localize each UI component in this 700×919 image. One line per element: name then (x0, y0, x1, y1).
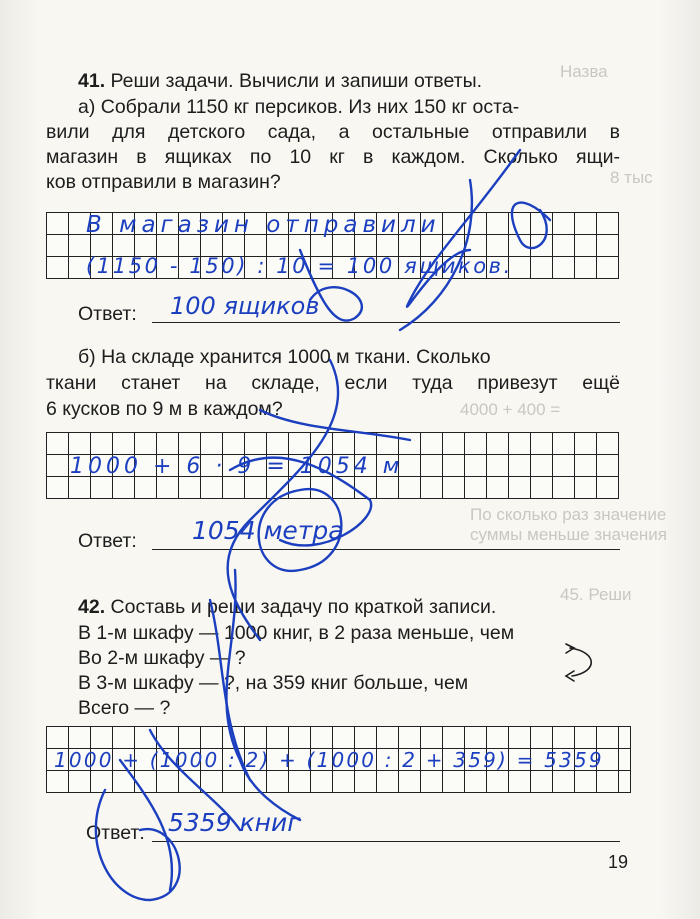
task-41-number: 41. (78, 70, 106, 92)
task-41b-answer-label: Ответ: (78, 530, 137, 552)
task-41b-line: б) На складе хранится 1000 м ткани. Сколько (78, 346, 491, 368)
task-41a-line: магазин в ящиках по 10 кг в каждом. Сколько ящи- (46, 146, 620, 168)
bleed-through-text: По сколько раз значение (470, 505, 667, 524)
task-42-heading (78, 594, 496, 621)
task-42-solution-line-1: 1000 + (1000 : 2) + (1000 : 2 + 359) = 5359 (54, 748, 604, 772)
bleed-through-text: 45. Реши (560, 585, 632, 604)
bleed-through-text: Назва (560, 62, 608, 81)
task-41-title: Реши задачи. Вычисли и запиши ответы. (110, 70, 483, 92)
task-42-answer-label: Ответ: (86, 822, 145, 844)
task-41-heading (78, 68, 482, 95)
task-41a-line: а) Собрали 1150 кг персиков. Из них 150 кг оста- (78, 96, 520, 118)
task-42-answer-line (152, 841, 620, 842)
task-41a-line: вили для детского сада, а остальные отправили в (46, 121, 620, 143)
task-41a-solution-line-2: (1150 - 150) : 10 = 100 ящиков. (86, 254, 513, 278)
task-41b-line: ткани станет на складе, если туда привезут ещё (46, 372, 620, 394)
task-42-number: 42. (78, 596, 106, 618)
task-41a-solution-line-1: В магазин отправили (86, 212, 441, 238)
task-41b-answer-line (152, 549, 620, 550)
task-42-title: Составь и реши задачу по краткой записи. (110, 596, 497, 618)
task-41a-answer-line (152, 322, 620, 323)
task-41a-line: ков отправили в магазин? (46, 171, 281, 193)
task-41b-line: 6 кусков по 9 м в каждом? (46, 398, 283, 420)
task-41a-answer-value: 100 ящиков (170, 292, 320, 320)
page-number: 19 (608, 852, 629, 872)
task-42-line: В 1-м шкафу — 1000 книг, в 2 раза меньше, чем (78, 622, 515, 644)
bleed-through-text: 4000 + 400 = (460, 400, 561, 419)
bleed-through-text: 8 тыс (610, 168, 653, 187)
task-41b-solution-line-1: 1000 + 6 · 9 = 1054 м (70, 454, 404, 479)
task-42-line: В 3-м шкафу — ?, на 359 книг больше, чем (78, 672, 469, 694)
bleed-through-text: суммы меньше значения (470, 525, 667, 544)
task-42-line: Всего — ? (78, 697, 171, 719)
task-41b-answer-value: 1054 метра (192, 516, 344, 545)
task-42-answer-value: 5359 книг (168, 808, 301, 837)
task-41a-answer-label: Ответ: (78, 303, 137, 325)
task-42-line: Во 2-м шкафу — ? (78, 647, 246, 669)
